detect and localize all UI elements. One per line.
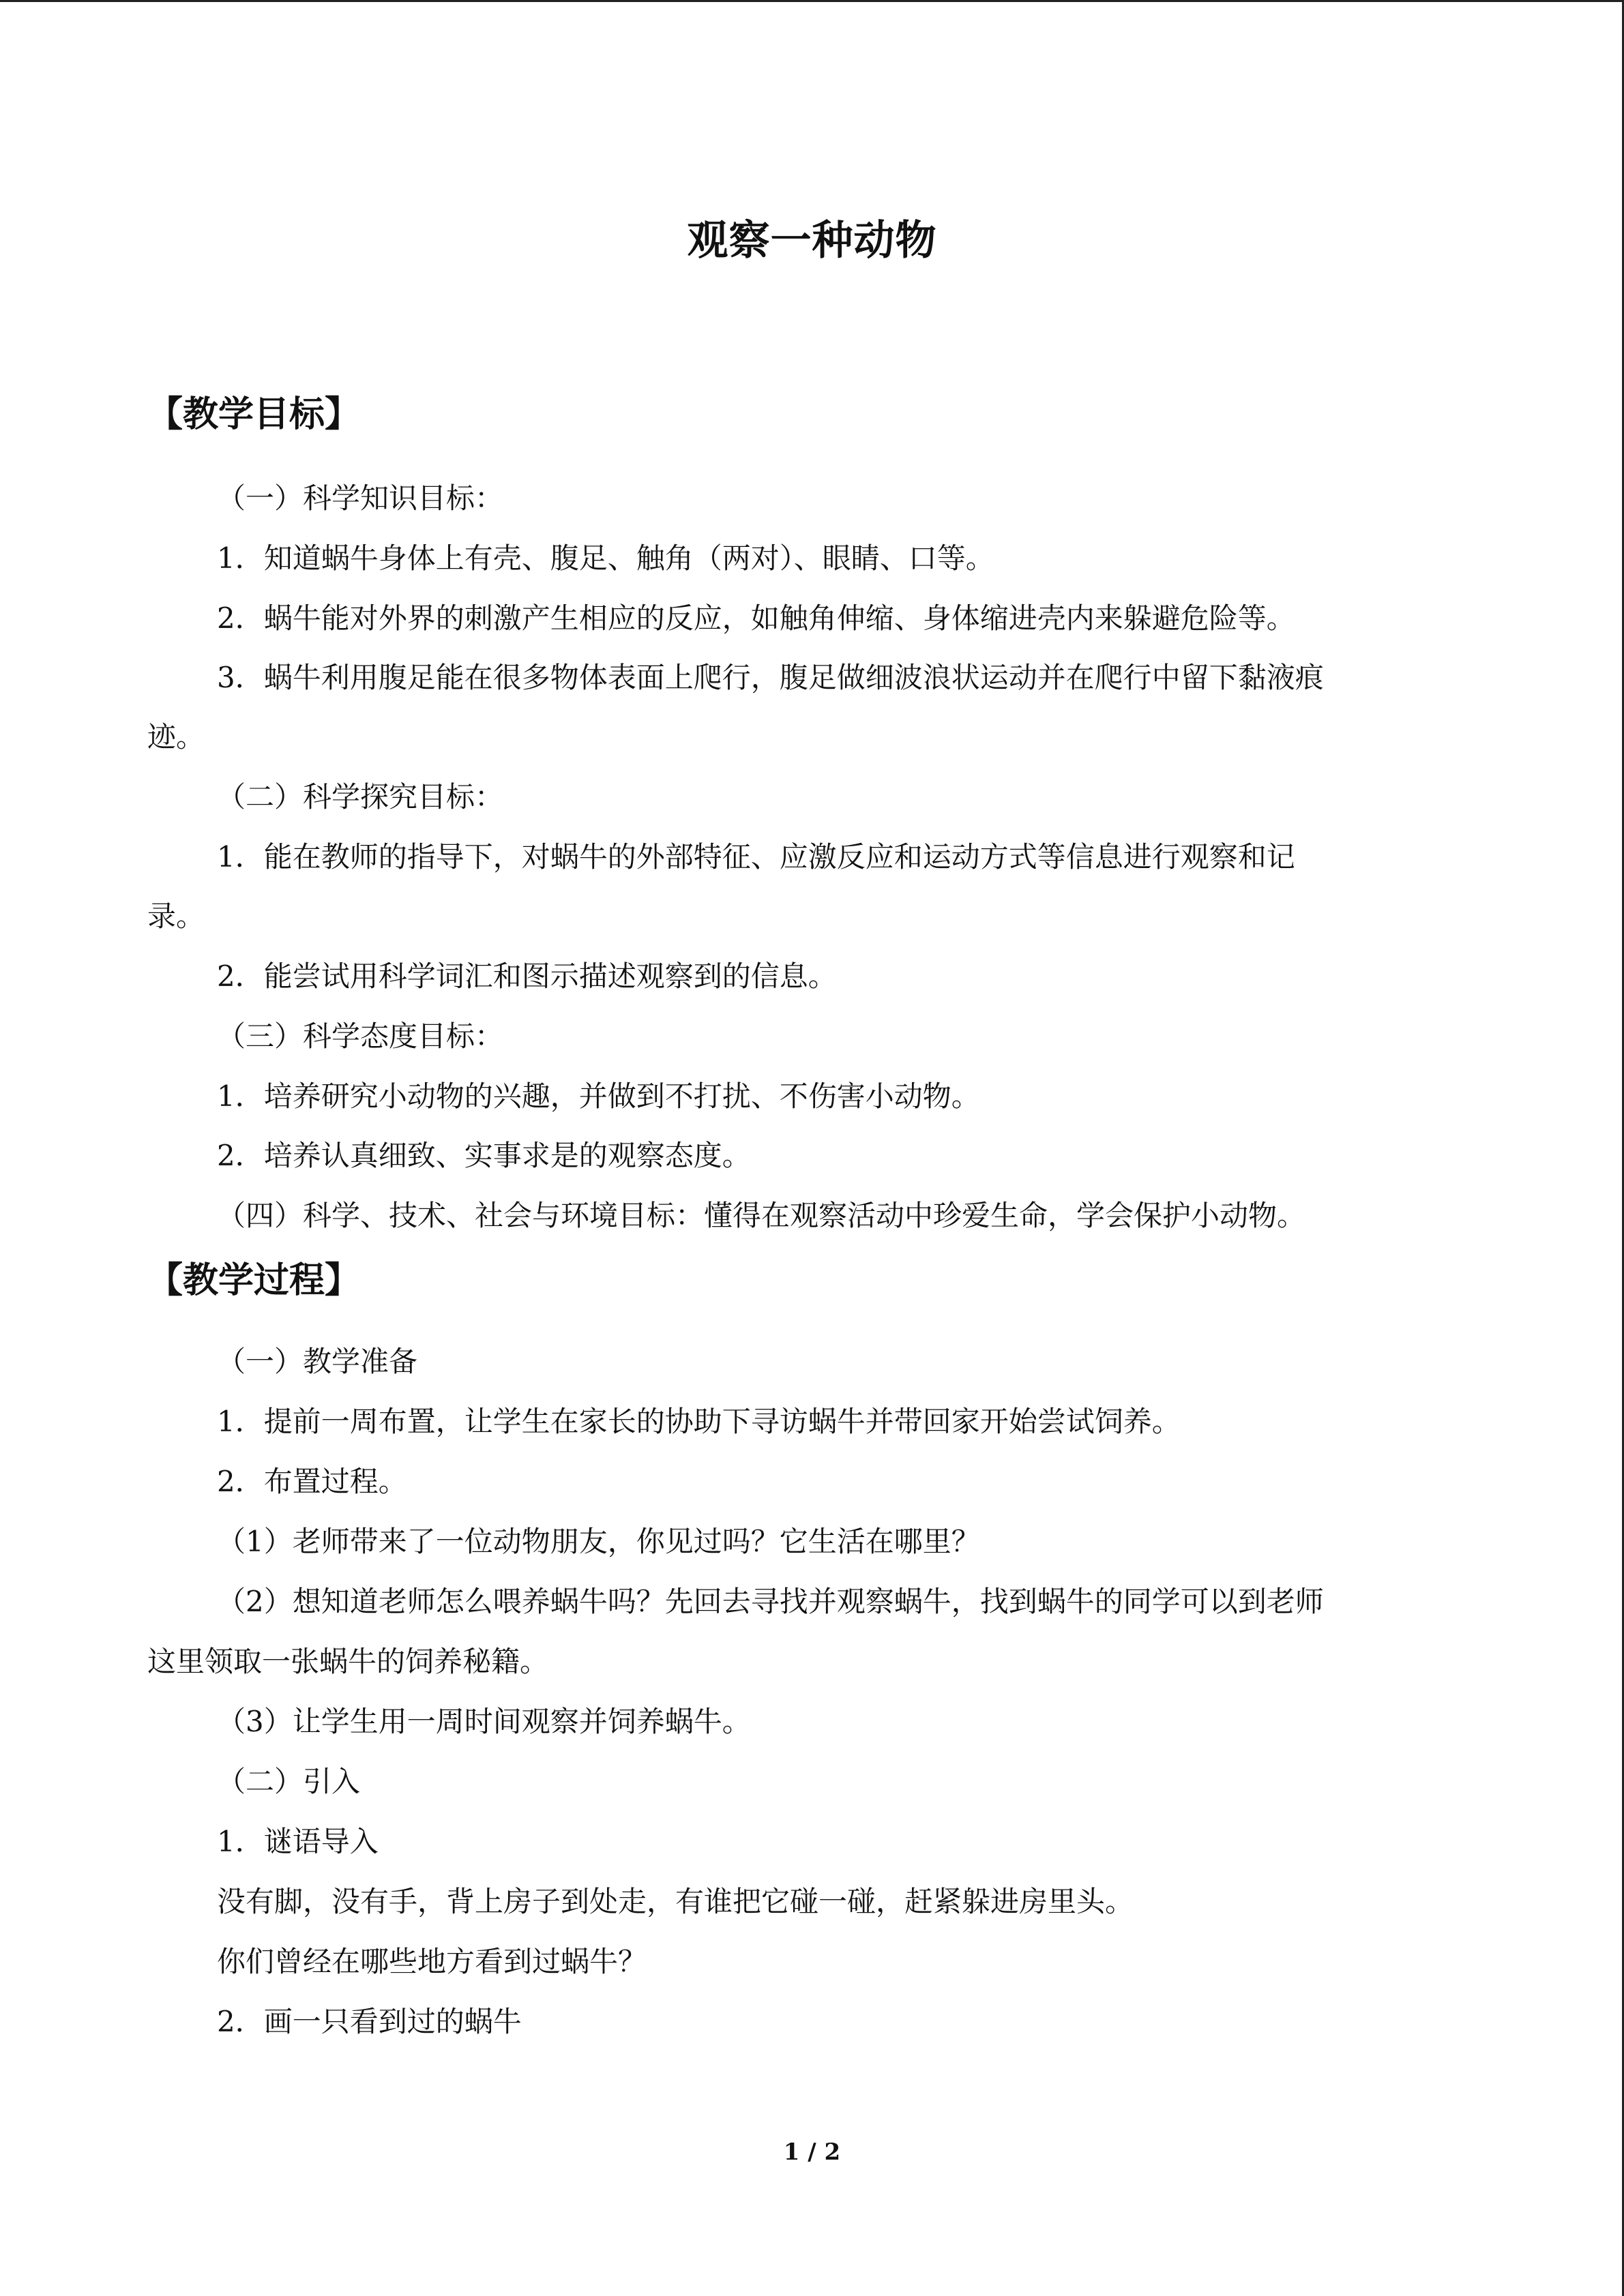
paragraph-line: 2．能尝试用科学词汇和图示描述观察到的信息。 <box>217 959 837 993</box>
paragraph-line: 1．谜语导入 <box>217 1825 379 1858</box>
paragraph-line: 2．培养认真细致、实事求是的观察态度。 <box>217 1139 751 1172</box>
paragraph-line: （1）老师带来了一位动物朋友，你见过吗？它生活在哪里？ <box>217 1525 980 1558</box>
paragraph-line: （一）科学知识目标： <box>217 481 504 515</box>
paragraph-line: 3．蜗牛利用腹足能在很多物体表面上爬行，腹足做细波浪状运动并在爬行中留下黏液痕 <box>217 661 1324 694</box>
paragraph-line: 你们曾经在哪些地方看到过蜗牛？ <box>217 1945 647 1978</box>
paragraph-line: 录。 <box>147 899 205 933</box>
paragraph-line: 2．布置过程。 <box>217 1465 407 1498</box>
page-number: 1 / 2 <box>783 2138 841 2166</box>
paragraph-line: （四）科学、技术、社会与环境目标：懂得在观察活动中珍爱生命，学会保护小动物。 <box>217 1199 1306 1232</box>
paragraph-line: （一）教学准备 <box>217 1345 418 1378</box>
paragraph-line: 1．能在教师的指导下，对蜗牛的外部特征、应激反应和运动方式等信息进行观察和记 <box>217 840 1295 874</box>
paragraph-line: 这里领取一张蜗牛的饲养秘籍。 <box>147 1645 549 1678</box>
paragraph-line: 1．知道蜗牛身体上有壳、腹足、触角（两对）、眼睛、口等。 <box>217 541 994 575</box>
paragraph-line: （二）引入 <box>217 1765 361 1798</box>
paragraph-line: 没有脚，没有手，背上房子到处走，有谁把它碰一碰，赶紧躲进房里头。 <box>217 1885 1134 1918</box>
paragraph-line: 2．画一只看到过的蜗牛 <box>217 2005 522 2038</box>
section-heading-process: 【教学过程】 <box>147 1259 361 1301</box>
section-heading-objectives: 【教学目标】 <box>147 393 361 435</box>
document-title: 观察一种动物 <box>687 217 937 265</box>
paragraph-line: 2．蜗牛能对外界的刺激产生相应的反应，如触角伸缩、身体缩进壳内来躲避危险等。 <box>217 601 1295 635</box>
paragraph-line: 1．提前一周布置，让学生在家长的协助下寻访蜗牛并带回家开始尝试饲养。 <box>217 1405 1181 1438</box>
paragraph-line: （二）科学探究目标： <box>217 780 504 814</box>
paragraph-line: （2）想知道老师怎么喂养蜗牛吗？先回去寻找并观察蜗牛，找到蜗牛的同学可以到老师 <box>217 1585 1324 1618</box>
paragraph-line: （三）科学态度目标： <box>217 1019 504 1053</box>
paragraph-line: 1．培养研究小动物的兴趣，并做到不打扰、不伤害小动物。 <box>217 1079 980 1113</box>
paragraph-line: （3）让学生用一周时间观察并饲养蜗牛。 <box>217 1705 751 1738</box>
paragraph-line: 迹。 <box>147 720 205 754</box>
